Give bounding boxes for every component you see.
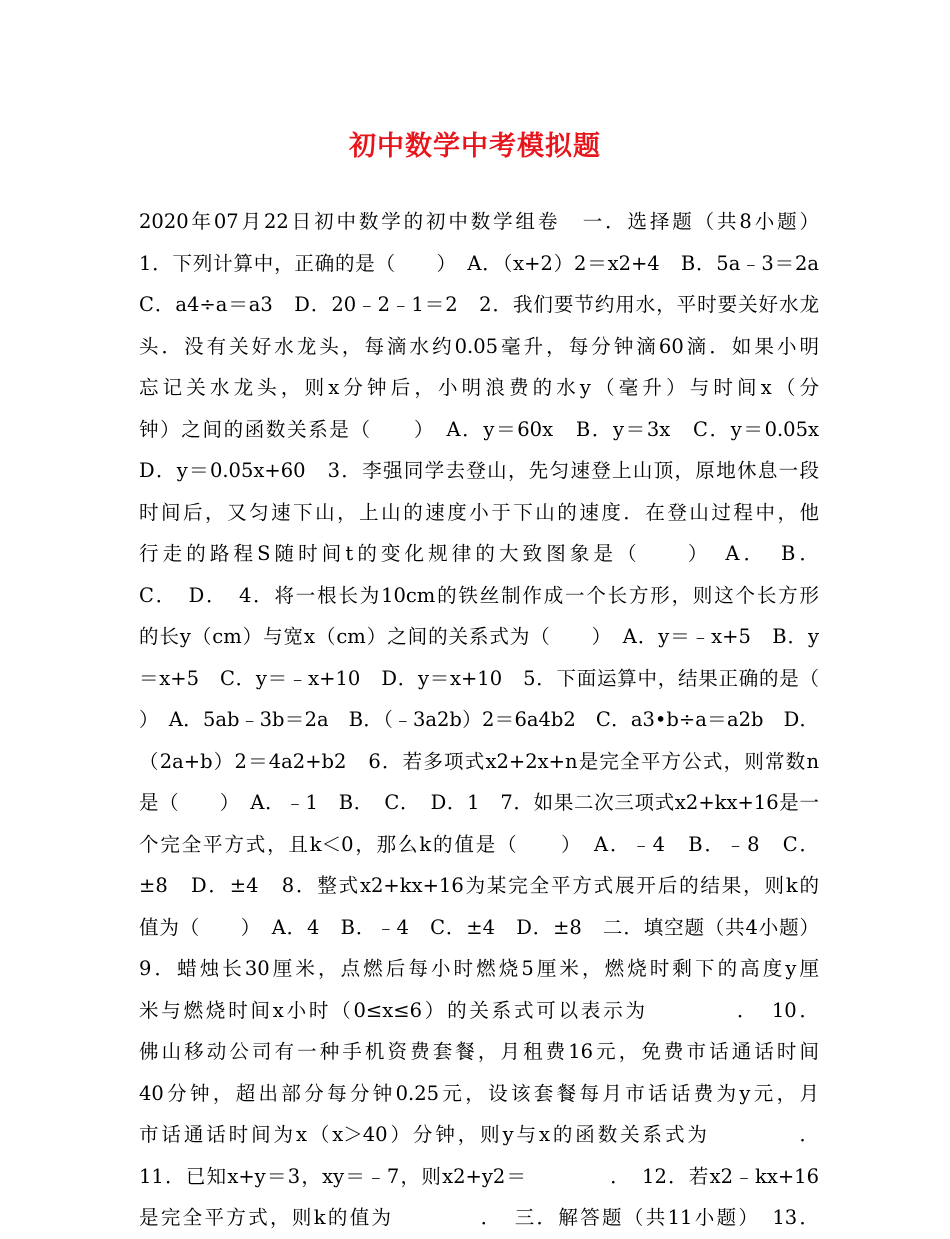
body-line: 个完全平方式，且k＜0，那么k的值是（ ） A．﹣4 B．﹣8 C． <box>139 832 819 856</box>
body-line: 佛山移动公司有一种手机资费套餐，月租费16元，免费市话通话时间 <box>139 1040 819 1063</box>
body-line: ） A．5ab﹣3b＝2a B．（﹣3a2b）2＝6a4b2 C．a3•b÷a＝a2b D． <box>139 708 819 731</box>
body-line: ＝x+5 C．y＝﹣x+10 D．y＝x+10 5．下面运算中，结果正确的是（ <box>139 666 819 690</box>
body-line: 头．没有关好水龙头，每滴水约0.05毫升，每分钟滴60滴．如果小明 <box>139 334 819 358</box>
body-line: 市话通话时间为x（x＞40）分钟，则y与x的函数关系式为 ． <box>139 1123 819 1146</box>
body-line: 9．蜡烛长30厘米，点燃后每小时燃烧5厘米，燃烧时剩下的高度y厘 <box>139 957 819 980</box>
body-line: 是完全平方式，则k的值为 ． 三．解答题（共11小题） 13． <box>139 1206 819 1229</box>
body-line: 忘记关水龙头，则x分钟后，小明浪费的水y（毫升）与时间x（分 <box>139 376 819 399</box>
body-line: C．a4÷a＝a3 D．20﹣2﹣1＝2 2．我们要节约用水，平时要关好水龙 <box>139 293 819 316</box>
body-line: 米与燃烧时间x小时（0≤x≤6）的关系式可以表示为 ． 10． <box>139 998 819 1022</box>
body-line: 11．已知x+y＝3，xy＝﹣7，则x2+y2＝ ． 12．若x2﹣kx+16 <box>139 1164 819 1188</box>
body-line: D．y＝0.05x+60 3．李强同学去登山，先匀速登上山顶，原地休息一段 <box>139 459 819 482</box>
body-line: C． D． 4．将一根长为10cm的铁丝制作成一个长方形，则这个长方形 <box>139 583 819 607</box>
body-line: 1．下列计算中，正确的是（ ） A．（x+2）2＝x2+4 B．5a﹣3＝2a <box>139 251 819 275</box>
document-title: 初中数学中考模拟题 <box>349 131 601 162</box>
body-line: ±8 D．±4 8．整式x2+kx+16为某完全平方式展开后的结果，则k的 <box>139 874 819 897</box>
body-line: 行走的路程S随时间t的变化规律的大致图象是（ ） A． B． <box>139 542 819 565</box>
body-line: （2a+b）2＝4a2+b2 6．若多项式x2+2x+n是完全平方公式，则常数n <box>139 749 819 773</box>
body-line: 时间后，又匀速下山，上山的速度小于下山的速度．在登山过程中，他 <box>139 500 819 524</box>
body-line: 的长y（cm）与宽x（cm）之间的关系式为（ ） A．y＝﹣x+5 B．y <box>139 625 819 648</box>
body-line: 40分钟，超出部分每分钟0.25元，设该套餐每月市话话费为y元，月 <box>139 1081 819 1105</box>
body-line: 值为（ ） A．4 B．﹣4 C．±4 D．±8 二．填空题（共4小题） <box>139 915 819 939</box>
body-line: 2020年07月22日初中数学的初中数学组卷 一．选择题（共8小题） <box>139 210 819 233</box>
document-body <box>139 201 819 1239</box>
body-line: 是（ ） A．﹣1 B． C． D．1 7．如果二次三项式x2+kx+16是一 <box>139 791 819 814</box>
body-line: 钟）之间的函数关系是（ ） A．y＝60x B．y＝3x C．y＝0.05x <box>139 417 819 441</box>
